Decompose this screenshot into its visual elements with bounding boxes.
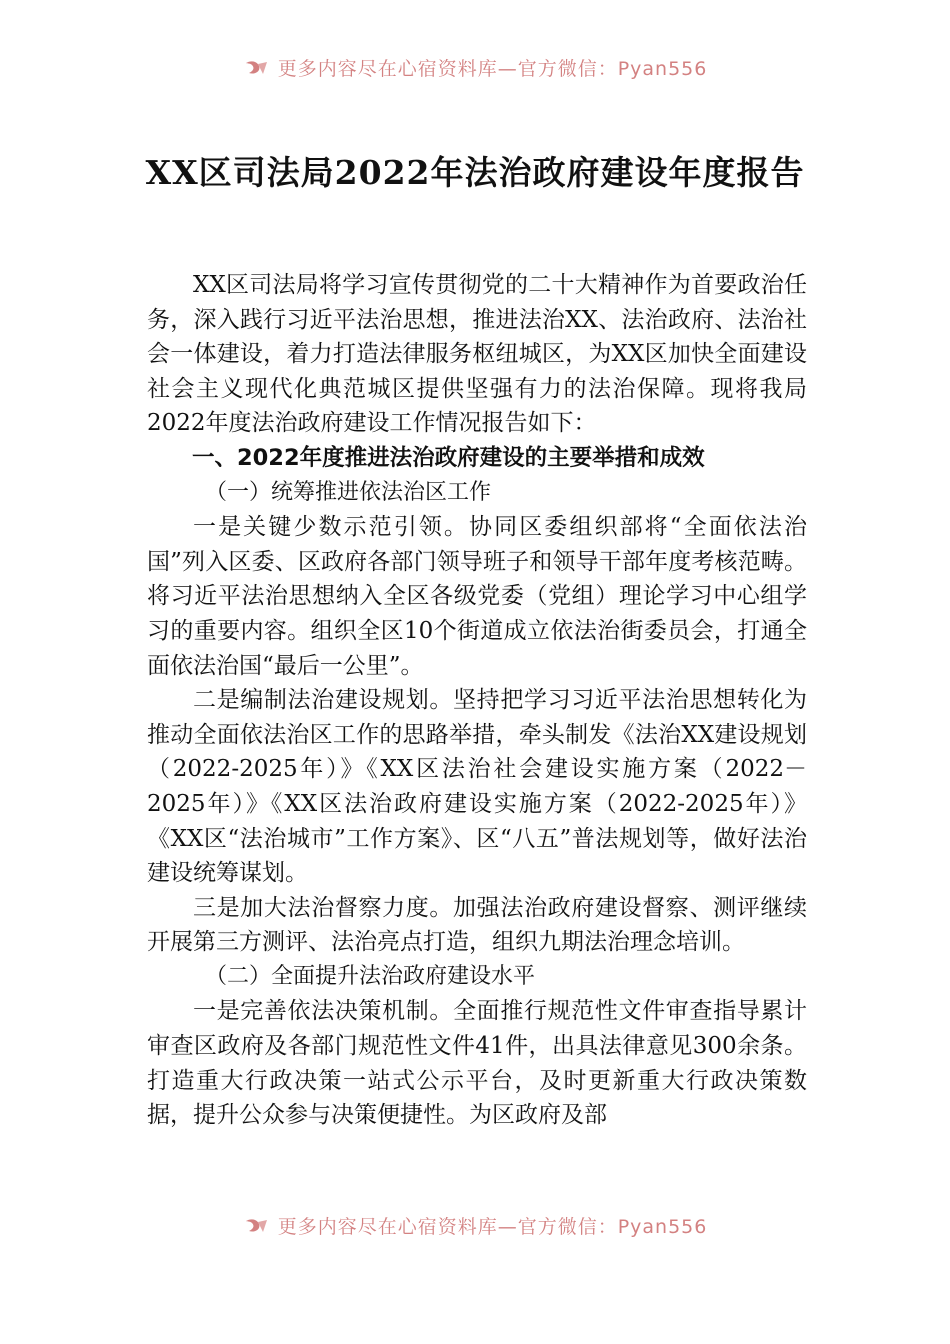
- paragraph: 一是关键少数示范引领。协同区委组织部将“全面依法治国”列入区委、区政府各部门领导班子和领导干部年度考核范畴。将习近平法治思想纳入全区各级党委（党组）理论学习中心组学习的重要内容。组织全区10个街道成立依法治街委员会，打通全面依法治国“最后一公里”。: [147, 514, 807, 679]
- watermark-bottom: [0, 1212, 950, 1242]
- watermark-logo-icon: [243, 1217, 269, 1235]
- section-heading: 一、2022年度推进法治政府建设的主要举措和成效: [192, 444, 705, 471]
- watermark-logo-icon: [243, 59, 269, 77]
- paragraph: 三是加大法治督察力度。加强法治政府建设督察、测评继续开展第三方测评、法治亮点打造，组织九期法治理念培训。: [147, 894, 807, 956]
- paragraph: 一是完善依法决策机制。全面推行规范性文件审查指导累计审查区政府及各部门规范性文件41件，出具法律意见300余条。打造重大行政决策一站式公示平台，及时更新重大行政决策数据，提升公众参与决策便捷性。为区政府及部: [147, 998, 807, 1129]
- paragraph: XX区司法局将学习宣传贯彻党的二十大精神作为首要政治任务，深入践行习近平法治思想，推进法治XX、法治政府、法治社会一体建设，着力打造法律服务枢纽城区，为XX区加快全面建设社会主义现代化典范城区提供坚强有力的法治保障。现将我局2022年度法治政府建设工作情况报告如下：: [147, 272, 807, 437]
- document-body: [147, 268, 807, 1133]
- subsection-heading: （二）全面提升法治政府建设水平: [205, 963, 536, 989]
- document-title: XX区司法局2022年法治政府建设年度报告: [145, 153, 805, 192]
- paragraph: 二是编制法治建设规划。坚持把学习习近平法治思想转化为推动全面依法治区工作的思路举措，牵头制发《法治XX建设规划（2022-2025年）》《XX区法治社会建设实施方案（2022－2025年）》《XX区法治政府建设实施方案（2022-2025年）》《XX区“法治城市”工作方案》、区“八五”普法规划等，做好法治建设统筹谋划。: [147, 687, 807, 887]
- watermark-text: 更多内容尽在心宿资料库—官方微信：Pyan556: [277, 58, 708, 80]
- watermark-text: 更多内容尽在心宿资料库—官方微信：Pyan556: [277, 1216, 708, 1238]
- watermark-top: [0, 54, 950, 84]
- subsection-heading: （一）统筹推进依法治区工作: [205, 479, 492, 505]
